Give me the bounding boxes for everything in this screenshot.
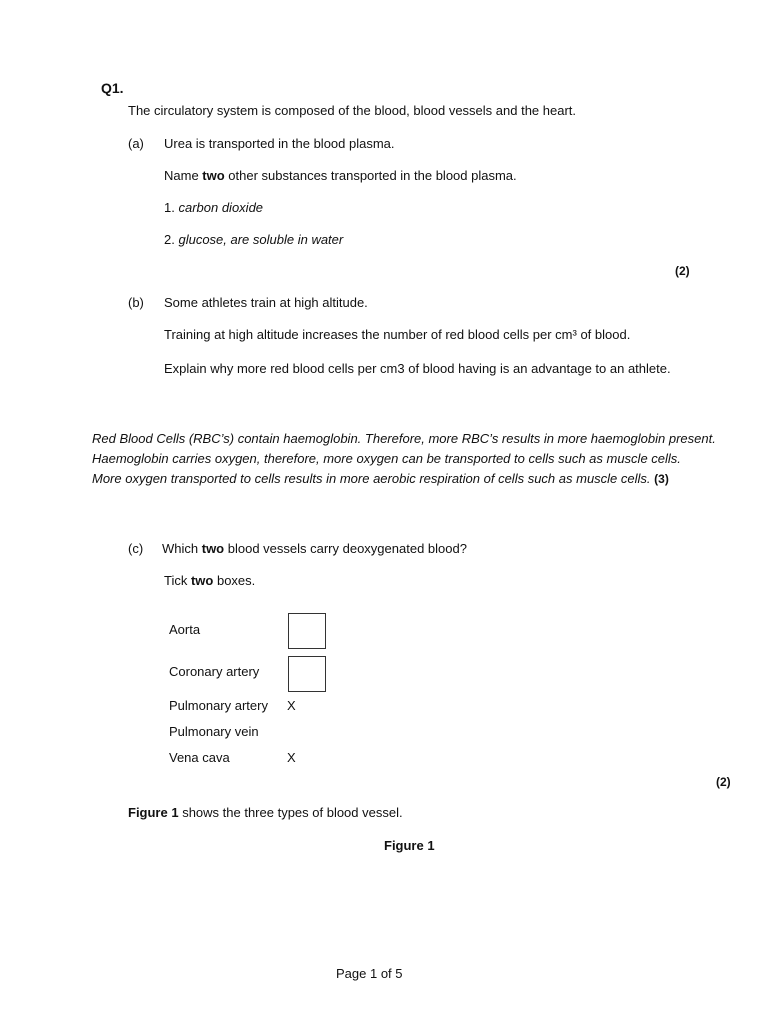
answer-line: Red Blood Cells (RBC’s) contain haemoglobin. Therefore, more RBC’s results in more haemoglobin present.: [92, 431, 716, 446]
answer-1-text: carbon dioxide: [178, 200, 264, 215]
answer-2-number: 2.: [164, 232, 175, 247]
part-a-prompt: [164, 168, 517, 184]
answer-line-final: [92, 470, 732, 488]
prompt-text-pre: Which: [162, 541, 202, 556]
page-number: Page 1 of 5: [336, 966, 403, 981]
tick-text-pre: Tick: [164, 573, 191, 588]
prompt-bold: two: [202, 168, 225, 183]
part-c-marks: (2): [716, 775, 731, 789]
part-b-answer: [92, 430, 732, 488]
part-b-prompt: Explain why more red blood cells per cm3 of blood having is an advantage to an athlete.: [164, 361, 671, 376]
figure-caption: Figure 1: [384, 838, 435, 853]
prompt-text-post: blood vessels carry deoxygenated blood?: [224, 541, 467, 556]
question-intro: The circulatory system is composed of the blood, blood vessels and the heart.: [128, 103, 577, 118]
tick-box-coronary-artery[interactable]: [288, 656, 326, 692]
answer-line: Haemoglobin carries oxygen, therefore, more oxygen can be transported to cells such as muscle cells.: [92, 451, 681, 466]
answer-2: [164, 232, 343, 248]
option-label-pulmonary-vein: Pulmonary vein: [169, 724, 259, 739]
part-c-prompt: [162, 541, 467, 557]
option-label-aorta: Aorta: [169, 622, 201, 637]
tick-mark-pulmonary-artery[interactable]: X: [287, 698, 296, 713]
prompt-bold: two: [201, 541, 225, 556]
answer-line-text: More oxygen transported to cells results in more aerobic respiration of cells such as muscle cells.: [92, 471, 651, 486]
part-b-info: Training at high altitude increases the number of red blood cells per cm³ of blood.: [164, 327, 631, 342]
tick-box-aorta[interactable]: [288, 613, 326, 649]
answer-2-text: glucose, are soluble in water: [178, 232, 344, 247]
figure-reference: [128, 805, 403, 821]
part-a-statement: Urea is transported in the blood plasma.: [164, 136, 395, 151]
option-label-pulmonary-artery: Pulmonary artery: [169, 698, 268, 713]
option-label-coronary-artery: Coronary artery: [169, 664, 260, 679]
tick-mark-vena-cava[interactable]: X: [287, 750, 296, 765]
question-number: Q1.: [101, 80, 124, 96]
tick-instruction: [164, 573, 255, 589]
part-a-marks: (2): [675, 264, 690, 278]
figure-ref-bold: Figure 1: [128, 805, 179, 820]
part-b-label: (b): [128, 295, 144, 310]
prompt-text-post: other substances transported in the blood plasma.: [224, 168, 517, 183]
tick-bold: two: [190, 573, 214, 588]
part-c-label: (c): [128, 541, 144, 556]
prompt-text-pre: Name: [164, 168, 203, 183]
option-label-vena-cava: Vena cava: [169, 750, 230, 765]
tick-text-post: boxes.: [213, 573, 256, 588]
answer-1-number: 1.: [164, 200, 175, 215]
figure-ref-text: shows the three types of blood vessel.: [178, 805, 403, 820]
answer-1: [164, 200, 263, 216]
part-b-marks: (3): [654, 472, 669, 486]
part-b-statement: Some athletes train at high altitude.: [164, 295, 368, 310]
part-a-label: (a): [128, 136, 144, 151]
